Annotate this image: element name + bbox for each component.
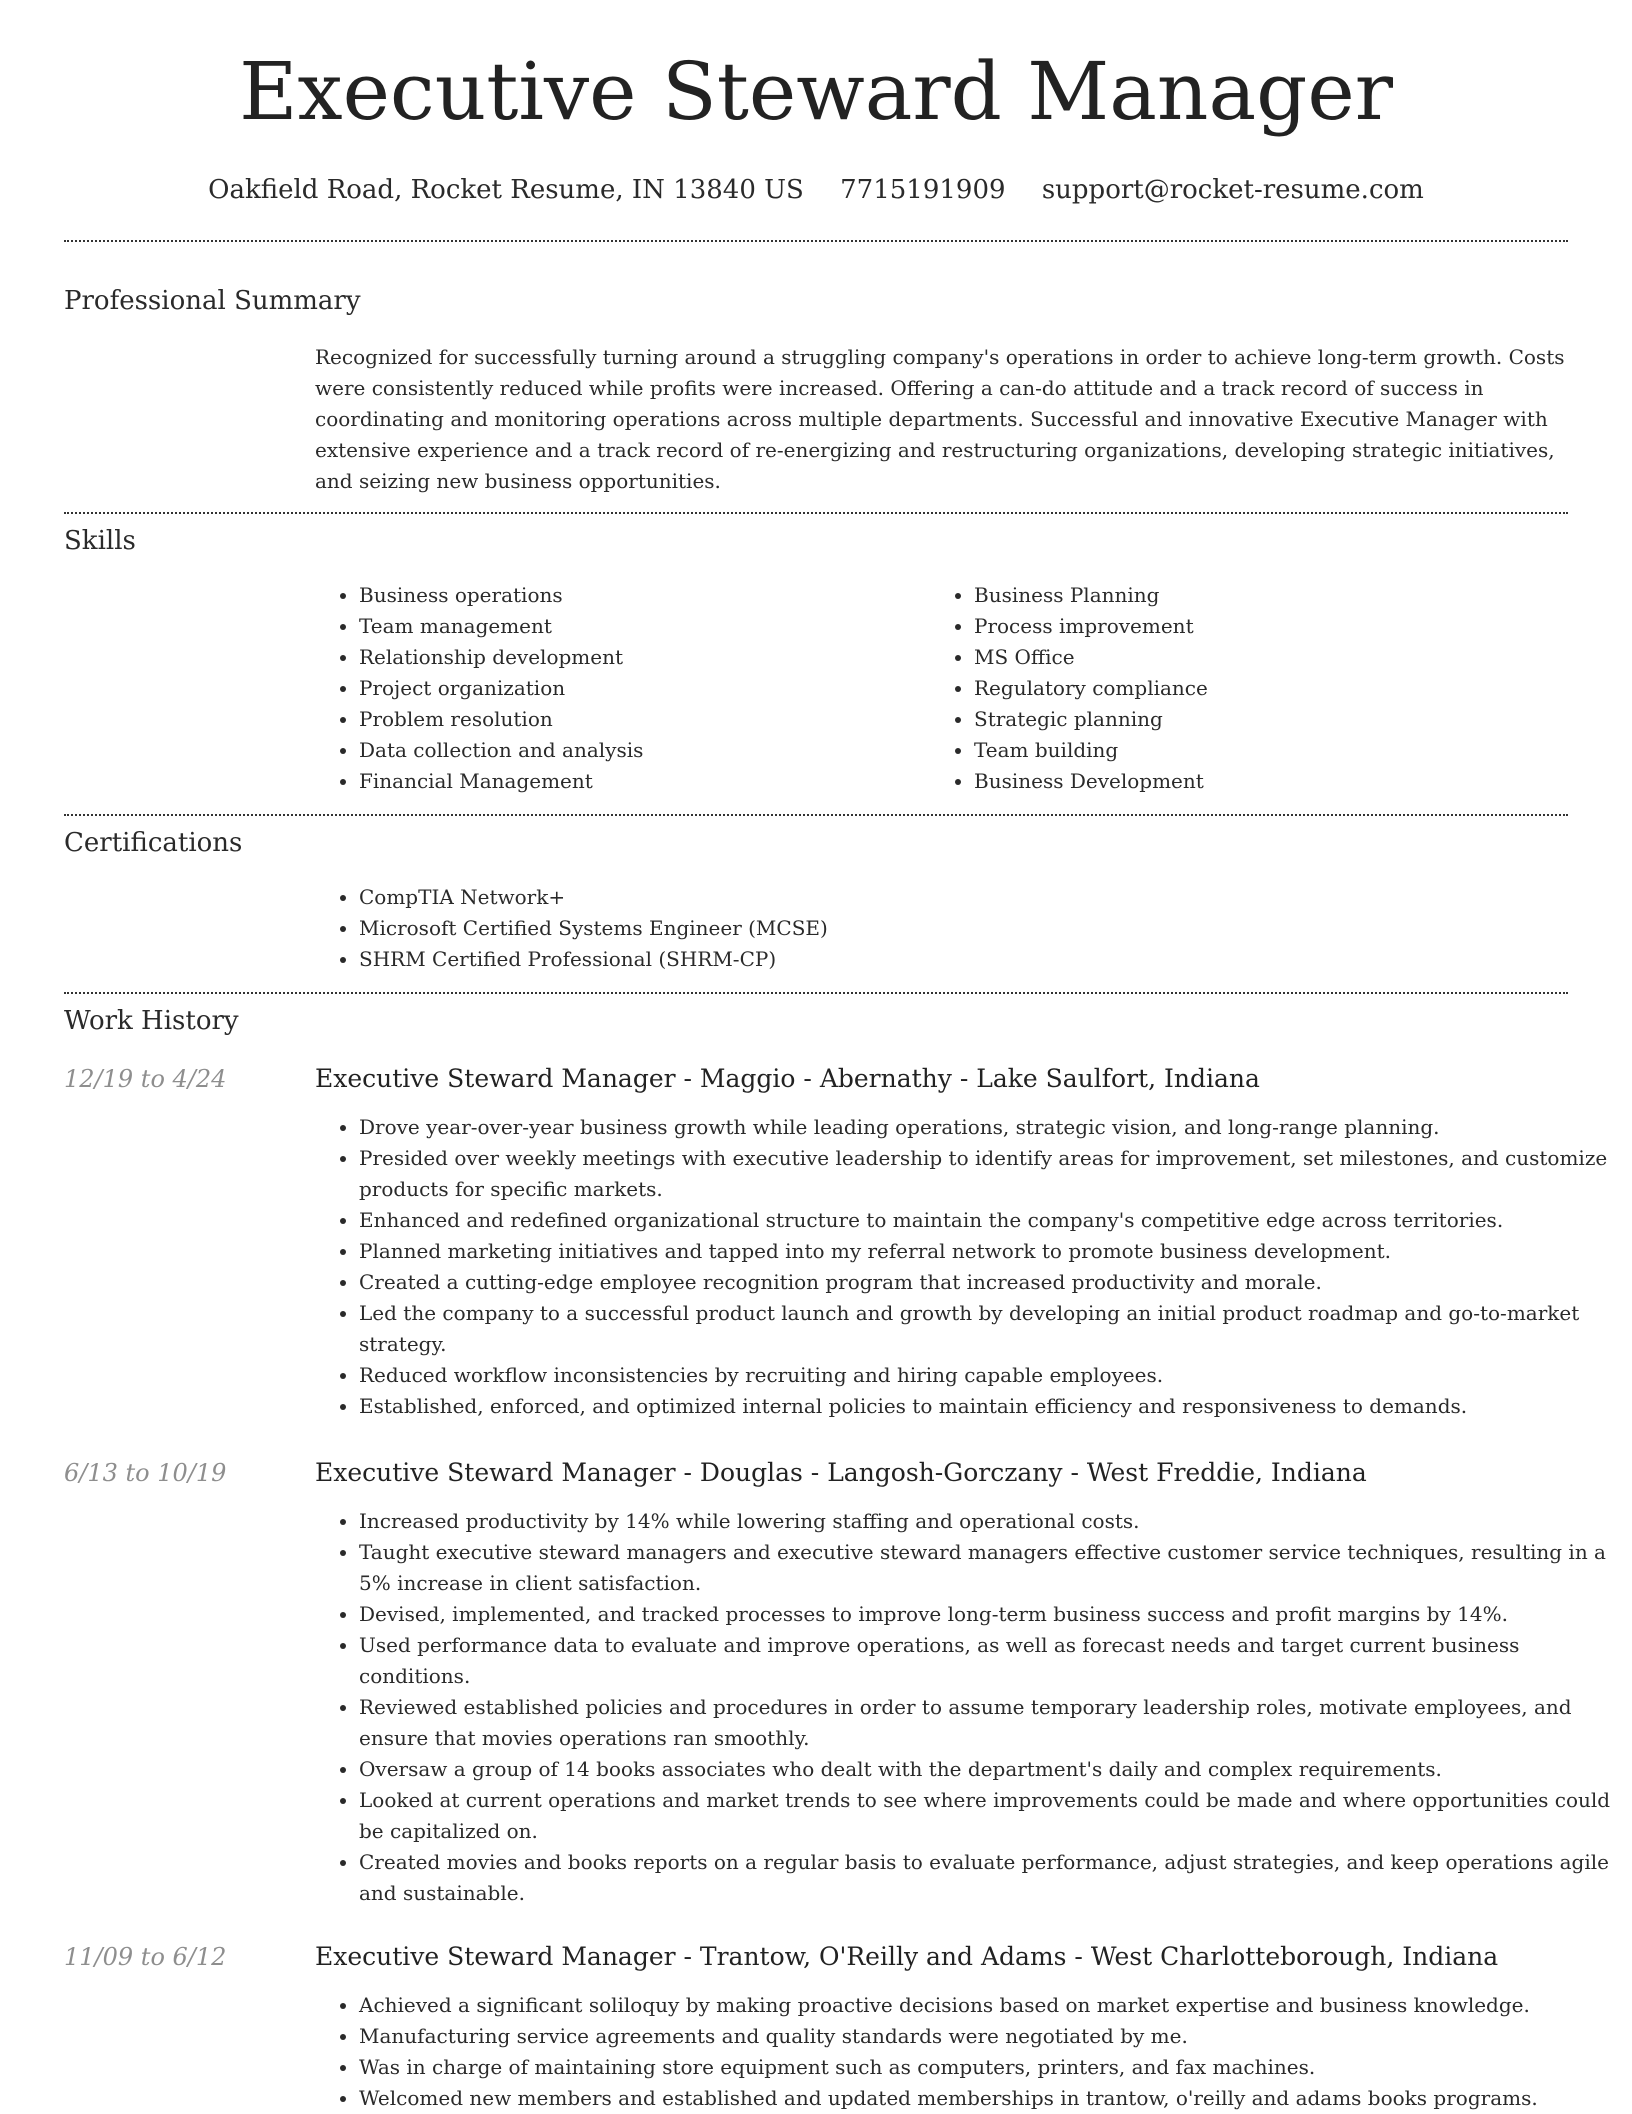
skills-list-right: [930, 580, 1534, 797]
skills-heading: Skills: [64, 526, 136, 556]
job-bullet: • Achieved a significant soliloquy by making proactive decisions based on market expertise and business knowledge.: [359, 1990, 1619, 2021]
job-bullets: [315, 1506, 1619, 1909]
skill-item: • Team building: [974, 735, 1534, 766]
certifications-heading: Certifications: [64, 828, 243, 858]
job-bullet: • Drove year-over-year business growth while leading operations, strategic vision, and long-range planning.: [359, 1112, 1619, 1143]
section-divider: [64, 992, 1568, 994]
section-divider: [64, 240, 1568, 242]
job-bullet: • Created a cutting-edge employee recognition program that increased productivity and morale.: [359, 1267, 1619, 1298]
contact-info: [0, 172, 1632, 208]
job-bullets: [315, 1990, 1619, 2114]
resume-name: Executive Steward Manager: [239, 45, 1393, 138]
skill-item: • Data collection and analysis: [359, 735, 919, 766]
skill-item: • Financial Management: [359, 766, 919, 797]
job-bullet: • Used performance data to evaluate and improve operations, as well as forecast needs and target current business conditions.: [359, 1630, 1619, 1692]
job-dates: 6/13 to 10/19: [64, 1459, 227, 1487]
job-bullet: • Created movies and books reports on a regular basis to evaluate performance, adjust strategies, and keep operations agile and sustainable.: [359, 1847, 1619, 1909]
certification-item: • Microsoft Certified Systems Engineer (MCSE): [359, 913, 1359, 944]
certification-item: • SHRM Certified Professional (SHRM-CP): [359, 944, 1359, 975]
job-title: Executive Steward Manager - Douglas - Langosh-Gorczany - West Freddie, Indiana: [315, 1458, 1367, 1487]
skill-item: • MS Office: [974, 642, 1534, 673]
contact-email: support@rocket-resume.com: [1041, 175, 1424, 205]
job-bullet: • Was in charge of maintaining store equipment such as computers, printers, and fax machines.: [359, 2052, 1619, 2083]
contact-phone: 7715191909: [840, 175, 1006, 205]
job-bullet: • Taught executive steward managers and executive steward managers effective customer service techniques, resulting in a 5% increase in client satisfaction.: [359, 1537, 1619, 1599]
job-bullet: • Enhanced and redefined organizational structure to maintain the company's competitive edge across territories.: [359, 1205, 1619, 1236]
skill-item: • Project organization: [359, 673, 919, 704]
job-bullet: • Manufacturing service agreements and quality standards were negotiated by me.: [359, 2021, 1619, 2052]
job-bullet: • Led the company to a successful product launch and growth by developing an initial product roadmap and go-to-market strategy.: [359, 1298, 1619, 1360]
job-bullet: • Established, enforced, and optimized internal policies to maintain efficiency and responsiveness to demands.: [359, 1391, 1619, 1422]
job-bullet: • Looked at current operations and market trends to see where improvements could be made and where opportunities could be capitalized on.: [359, 1785, 1619, 1847]
job-bullet: • Oversaw a group of 14 books associates who dealt with the department's daily and complex requirements.: [359, 1754, 1619, 1785]
skill-item: • Business Planning: [974, 580, 1534, 611]
skill-item: • Problem resolution: [359, 704, 919, 735]
job-dates: 11/09 to 6/12: [64, 1943, 227, 1971]
job-bullet: • Welcomed new members and established and updated memberships in trantow, o'reilly and adams books programs.: [359, 2083, 1619, 2114]
skill-item: • Regulatory compliance: [974, 673, 1534, 704]
certifications-list: [315, 882, 1359, 975]
job-bullet: • Reduced workflow inconsistencies by recruiting and hiring capable employees.: [359, 1360, 1619, 1391]
skill-item: • Relationship development: [359, 642, 919, 673]
job-dates: 12/19 to 4/24: [64, 1065, 227, 1093]
skills-list-left: [315, 580, 919, 797]
contact-address: Oakfield Road, Rocket Resume, IN 13840 US: [208, 175, 804, 205]
section-divider: [64, 512, 1568, 514]
skill-item: • Business operations: [359, 580, 919, 611]
job-bullets: [315, 1112, 1619, 1422]
job-title: Executive Steward Manager - Maggio - Abernathy - Lake Saulfort, Indiana: [315, 1064, 1260, 1093]
job-bullet: • Planned marketing initiatives and tapped into my referral network to promote business development.: [359, 1236, 1619, 1267]
job-bullet: • Devised, implemented, and tracked processes to improve long-term business success and profit margins by 14%.: [359, 1599, 1619, 1630]
summary-heading: Professional Summary: [64, 286, 361, 316]
skill-item: • Process improvement: [974, 611, 1534, 642]
job-bullet: • Reviewed established policies and procedures in order to assume temporary leadership roles, motivate employees, and ensure that movies operations ran smoothly.: [359, 1692, 1619, 1754]
job-bullet: • Increased productivity by 14% while lowering staffing and operational costs.: [359, 1506, 1619, 1537]
section-divider: [64, 814, 1568, 816]
summary-text: Recognized for successfully turning around a struggling company's operations in order to achieve long-term growth. Costs were consistently reduced while profits were increased. Offering a can-do attitude and a track record of success in coordinating and monitoring operations across multiple departments. Successful and innovative Executive Manager with extensive experience and a track record of re-energizing and restructuring organizations, developing strategic initiatives, and seizing new business opportunities.: [315, 345, 1565, 493]
skill-item: • Business Development: [974, 766, 1534, 797]
skill-item: • Team management: [359, 611, 919, 642]
job-bullet: • Presided over weekly meetings with executive leadership to identify areas for improvement, set milestones, and customize products for specific markets.: [359, 1143, 1619, 1205]
certification-item: • CompTIA Network+: [359, 882, 1359, 913]
skill-item: • Strategic planning: [974, 704, 1534, 735]
work-history-heading: Work History: [64, 1006, 239, 1036]
job-title: Executive Steward Manager - Trantow, O'Reilly and Adams - West Charlotteborough, Indiana: [315, 1942, 1499, 1971]
